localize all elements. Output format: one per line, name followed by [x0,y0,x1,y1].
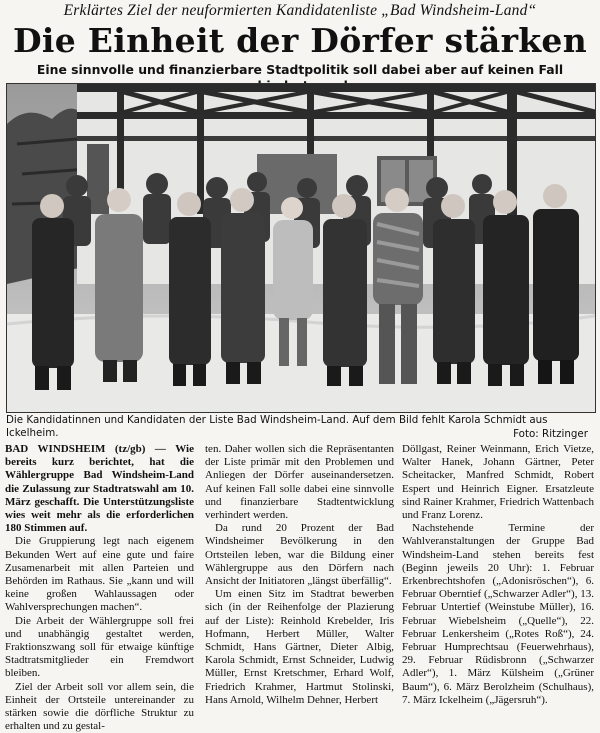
article-paragraph: Da rund 20 Prozent der Bad Windsheimer Bevölkerung in den Ortsteilen leben, war die Bildung einer Wählergruppe aus den Dörfern nach Ansicht der Initiatoren „längst überfällig“. [205,522,394,588]
article-paragraph: Um einen Sitz im Stadtrat bewerben sich (in der Reihenfolge der Plazierung auf der Liste): Reinhold Krebelder, Iris Hofmann, Herbert Müller, Walter Schmidt, Hans Gärtner, Dieter Albig, Karola Schmidt, Ernst Schneider, Ludwig Müller, Ernst Kretschmer, Erhard Wolf, Friedrich Krahmer, Hartmut Stolinski, Hans Arnold, Wilhelm Dehner, Herbert [205,588,394,706]
article-column-1 [5,443,194,733]
article-column-3 [402,443,594,723]
article-paragraph: Nachstehende Termine der Wahlveranstaltungen der Gruppe Bad Windsheim-Land stehen bereits fest (Beginn jeweils 20 Uhr): 1. Februar Erkenbrechtshofen („Adonisröschen“), 6. Februar Oberntief („Schwarzer Adler“), 13. Februar Untertief (Weinstube Müller), 16. Februar Wiebelsheim („Quelle“), 22. Februar Lenkersheim („Rotes Roß“), 24. Februar Humprechtsau (Feuerwehrhaus), 29. Februar Rüdisbronn („Schwarzer Adler“), 1. März Külsheim („Grüner Baum“), 6. März Berolzheim (Schulhaus), 7. März Ickelheim („Jägersruh“). [402,522,594,706]
group-photo-illustration [7,84,595,412]
article-paragraph: Die Gruppierung legt nach eigenem Bekunden Wert auf eine gute und faire Zusamenarbeit mit allen Parteien und Behörden im Rathaus. Sie „kann und will keine großen Wahlaussagen oder Wahlversprechungen machen“. [5,535,194,614]
article-column-2 [205,443,394,723]
group-photo [6,83,596,413]
photo-credit: Foto: Ritzinger [513,428,588,440]
photo-caption: Die Kandidatinnen und Kandidaten der Liste Bad Windsheim-Land. Auf dem Bild fehlt Karola Schmidt aus Ickelheim. [6,414,548,439]
article-paragraph-lead: BAD WINDSHEIM (tz/gb) — Wie bereits kurz berichtet, hat die Wählergruppe Bad Windsheim-Land die Zulassung zur Stadtratswahl am 10. März geschafft. Die Unterstützungsliste wies weit mehr als die erforderlichen 180 Stimmen auf. [5,443,194,535]
kicker: Erklärtes Ziel der neuformierten Kandidatenliste „Bad Windsheim-Land“ [63,2,537,19]
article-paragraph: Ziel der Arbeit soll vor allem sein, die Einheit der Ortsteile untereinander zu stärken sowie die dörfliche Struktur zu erhalten und zu gestal- [5,680,194,733]
subheadline: Eine sinnvolle und finanzierbare Stadtpolitik soll dabei aber auf keinen Fall [36,62,564,77]
headline: Die Einheit der Dörfer stärken [12,21,588,60]
article-paragraph: Döllgast, Reiner Weinmann, Erich Vietze, Walter Hanek, Johann Gärtner, Peter Scheitacker, Manfred Schmidt, Robert Espert und Heinrich Eigner. Ersatzleute sind Rainer Krahmer, Friedrich Wattenbach und Franz Lorenz. [402,443,594,522]
article-paragraph: Die Arbeit der Wählergruppe soll frei und unabhängig gestaltet werden, Fraktionszwang soll für etwaige künftige Stadtratsmitglieder ein Fremdwort bleiben. [5,614,194,680]
article-paragraph: ten. Daher wollen sich die Repräsentanten der Liste primär mit den Problemen und Anliegen der Dörfer auseinandersetzen. Auf keinen Fall solle dabei eine sinnvolle und finanzierbare Stadtentwicklung verhindert werden. [205,443,394,522]
